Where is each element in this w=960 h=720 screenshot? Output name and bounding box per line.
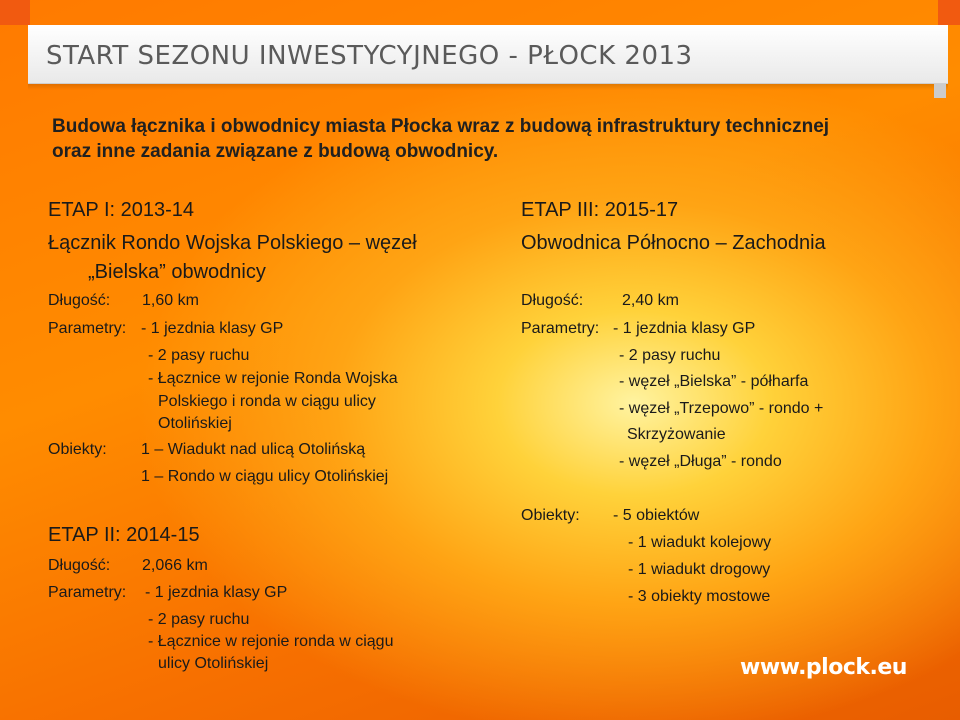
stage2-param-4: ulicy Otolińskiej <box>158 655 269 672</box>
stage3-object-2: - 1 wiadukt kolejowy <box>628 534 772 551</box>
stage3-param-3: - węzeł „Bielska” - półharfa <box>619 373 809 390</box>
menu-tab <box>934 84 946 98</box>
stage1-param-2: - 2 pasy ruchu <box>148 347 250 364</box>
header-shadow <box>28 84 948 90</box>
stage3-param-6: - węzeł „Długa” - rondo <box>619 453 782 470</box>
stage3-param-2: - 2 pasy ruchu <box>619 347 721 364</box>
stage3-object-3: - 1 wiadukt drogowy <box>628 561 771 578</box>
stage1-object-1: 1 – Wiadukt nad ulicą Otolińską <box>141 441 366 458</box>
stage2-param-2: - 2 pasy ruchu <box>148 611 250 628</box>
stage1-length-label: Długość: <box>48 292 111 309</box>
slide-title: START SEZONU INWESTYCYJNEGO - PŁOCK 2013 <box>46 41 693 71</box>
stage2-params-label: Parametry: <box>48 584 127 601</box>
subtitle-line-1: Budowa łącznika i obwodnicy miasta Płocka wraz z budową infrastruktury technicznej <box>52 116 830 137</box>
stage2-param-1: - 1 jezdnia klasy GP <box>145 584 288 601</box>
stage1-length-value: 1,60 km <box>142 292 199 309</box>
stage2-param-3: - Łącznice w rejonie ronda w ciągu <box>148 633 394 650</box>
stage3-length-label: Długość: <box>521 292 584 309</box>
stage1-params-label: Parametry: <box>48 320 127 337</box>
stage2-length-label: Długość: <box>48 557 111 574</box>
stage1-param-4: Polskiego i ronda w ciągu ulicy <box>158 393 376 410</box>
header-bar <box>28 25 948 84</box>
stage3-objects-label: Obiekty: <box>521 507 580 524</box>
stage1-param-5: Otolińskiej <box>158 415 232 432</box>
stage3-param-1: - 1 jezdnia klasy GP <box>613 320 756 337</box>
stage1-param-3: - Łącznice w rejonie Ronda Wojska <box>148 370 398 387</box>
stage3-param-5: Skrzyżowanie <box>627 426 726 443</box>
stage2-length-value: 2,066 km <box>142 557 208 574</box>
corner-decoration-left <box>0 0 30 25</box>
stage3-title: ETAP III: 2015-17 <box>521 199 679 221</box>
stage1-object-2: 1 – Rondo w ciągu ulicy Otolińskiej <box>141 468 389 485</box>
stage3-object-1: - 5 obiektów <box>613 507 700 524</box>
stage1-name-line-2: „Bielska” obwodnicy <box>88 261 266 283</box>
website-url: www.plock.eu <box>740 655 907 680</box>
stage1-title: ETAP I: 2013-14 <box>48 199 195 221</box>
stage1-objects-label: Obiekty: <box>48 441 107 458</box>
stage1-param-1: - 1 jezdnia klasy GP <box>141 320 284 337</box>
stage3-param-4: - węzeł „Trzepowo” - rondo + <box>619 400 824 417</box>
corner-decoration-right <box>938 0 960 25</box>
stage3-length-value: 2,40 km <box>622 292 679 309</box>
stage1-name-line-1: Łącznik Rondo Wojska Polskiego – węzeł <box>48 232 417 254</box>
stage3-object-4: - 3 obiekty mostowe <box>628 588 771 605</box>
stage3-params-label: Parametry: <box>521 320 600 337</box>
stage3-name: Obwodnica Północno – Zachodnia <box>521 232 826 254</box>
stage2-title: ETAP II: 2014-15 <box>48 524 200 546</box>
slide-subtitle <box>52 114 932 164</box>
subtitle-line-2: oraz inne zadania związane z budową obwodnicy. <box>52 141 499 162</box>
